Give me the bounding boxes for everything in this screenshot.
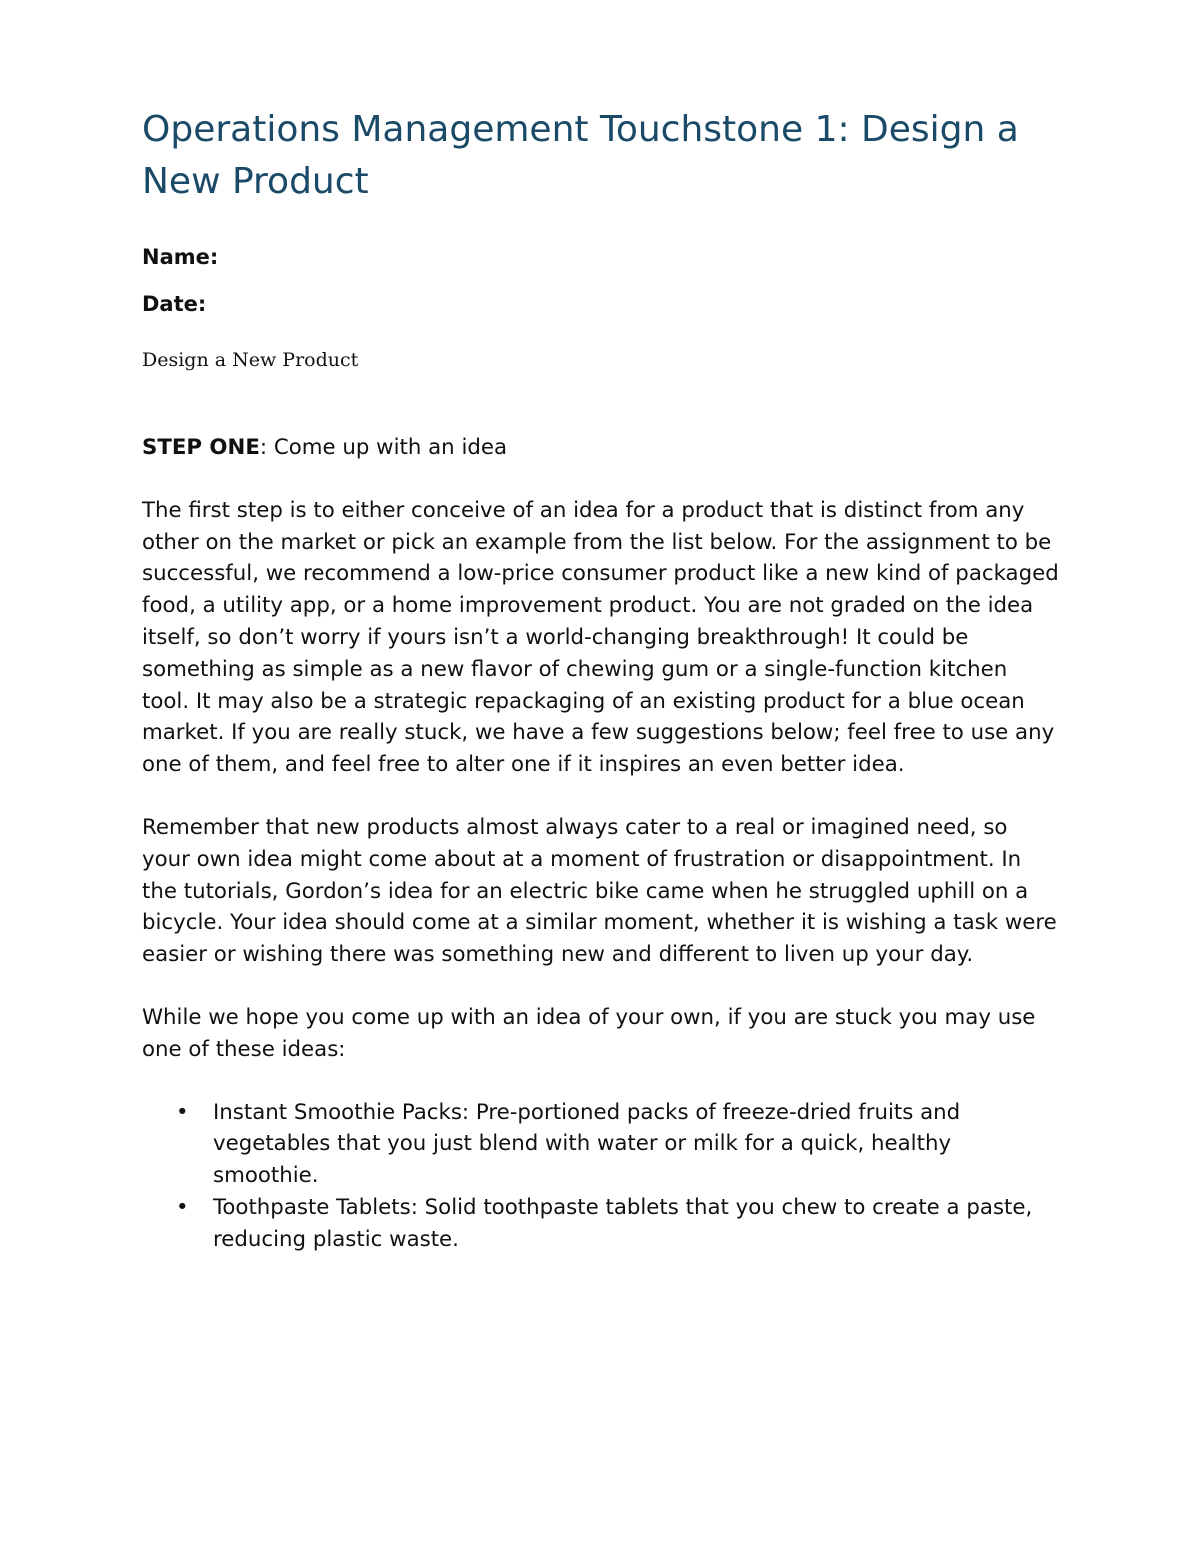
step-one-label: STEP ONE (142, 435, 260, 460)
document-content (142, 104, 1060, 1256)
name-label: Name: (142, 245, 219, 269)
paragraph-ideas-lead: While we hope you come up with an idea of your own, if you are stuck you may use one of these ideas: (142, 1004, 1036, 1062)
list-item-text: Toothpaste Tablets: Solid toothpaste tablets that you chew to create a paste, reducing plastic waste. (213, 1194, 1033, 1252)
ideas-list (142, 1097, 1060, 1256)
paragraph-intro: The first step is to either conceive of an idea for a product that is distinct from any other on the market or pick an example from the list below. For the assignment to be successful, we recommend a low-price consumer product like a new kind of packaged food, a utility app, or a home improvement product. You are not graded on the idea itself, so don’t worry if yours isn’t a world-changing breakthrough! It could be something as simple as a new flavor of chewing gum or a single-function kitchen tool. It may also be a strategic repackaging of an existing product for a blue ocean market. If you are really stuck, we have a few suggestions below; feel free to use any one of them, and feel free to alter one if it inspires an even better idea. (142, 497, 1059, 778)
bullet-icon: • (176, 1194, 189, 1220)
list-item-text: Instant Smoothie Packs: Pre-portioned packs of freeze-dried fruits and vegetables that you just blend with water or milk for a quick, healthy smoothie. (213, 1099, 961, 1189)
step-one-heading (142, 432, 1060, 464)
paragraph-need: Remember that new products almost always cater to a real or imagined need, so your own idea might come about at a moment of frustration or disappointment. In the tutorials, Gordon’s idea for an electric bike came when he struggled uphill on a bicycle. Your idea should come at a similar moment, whether it is wishing a task were easier or wishing there was something new and different to liven up your day. (142, 814, 1057, 968)
list-item (142, 1192, 1060, 1256)
document-subtitle: Design a New Product (142, 349, 359, 371)
date-label: Date: (142, 292, 207, 316)
document-title: Operations Management Touchstone 1: Design a New Product (142, 109, 1019, 202)
step-one-text: : Come up with an idea (259, 435, 508, 460)
bullet-icon: • (176, 1099, 189, 1125)
list-item (142, 1097, 1060, 1192)
meta-fields (142, 242, 1060, 319)
